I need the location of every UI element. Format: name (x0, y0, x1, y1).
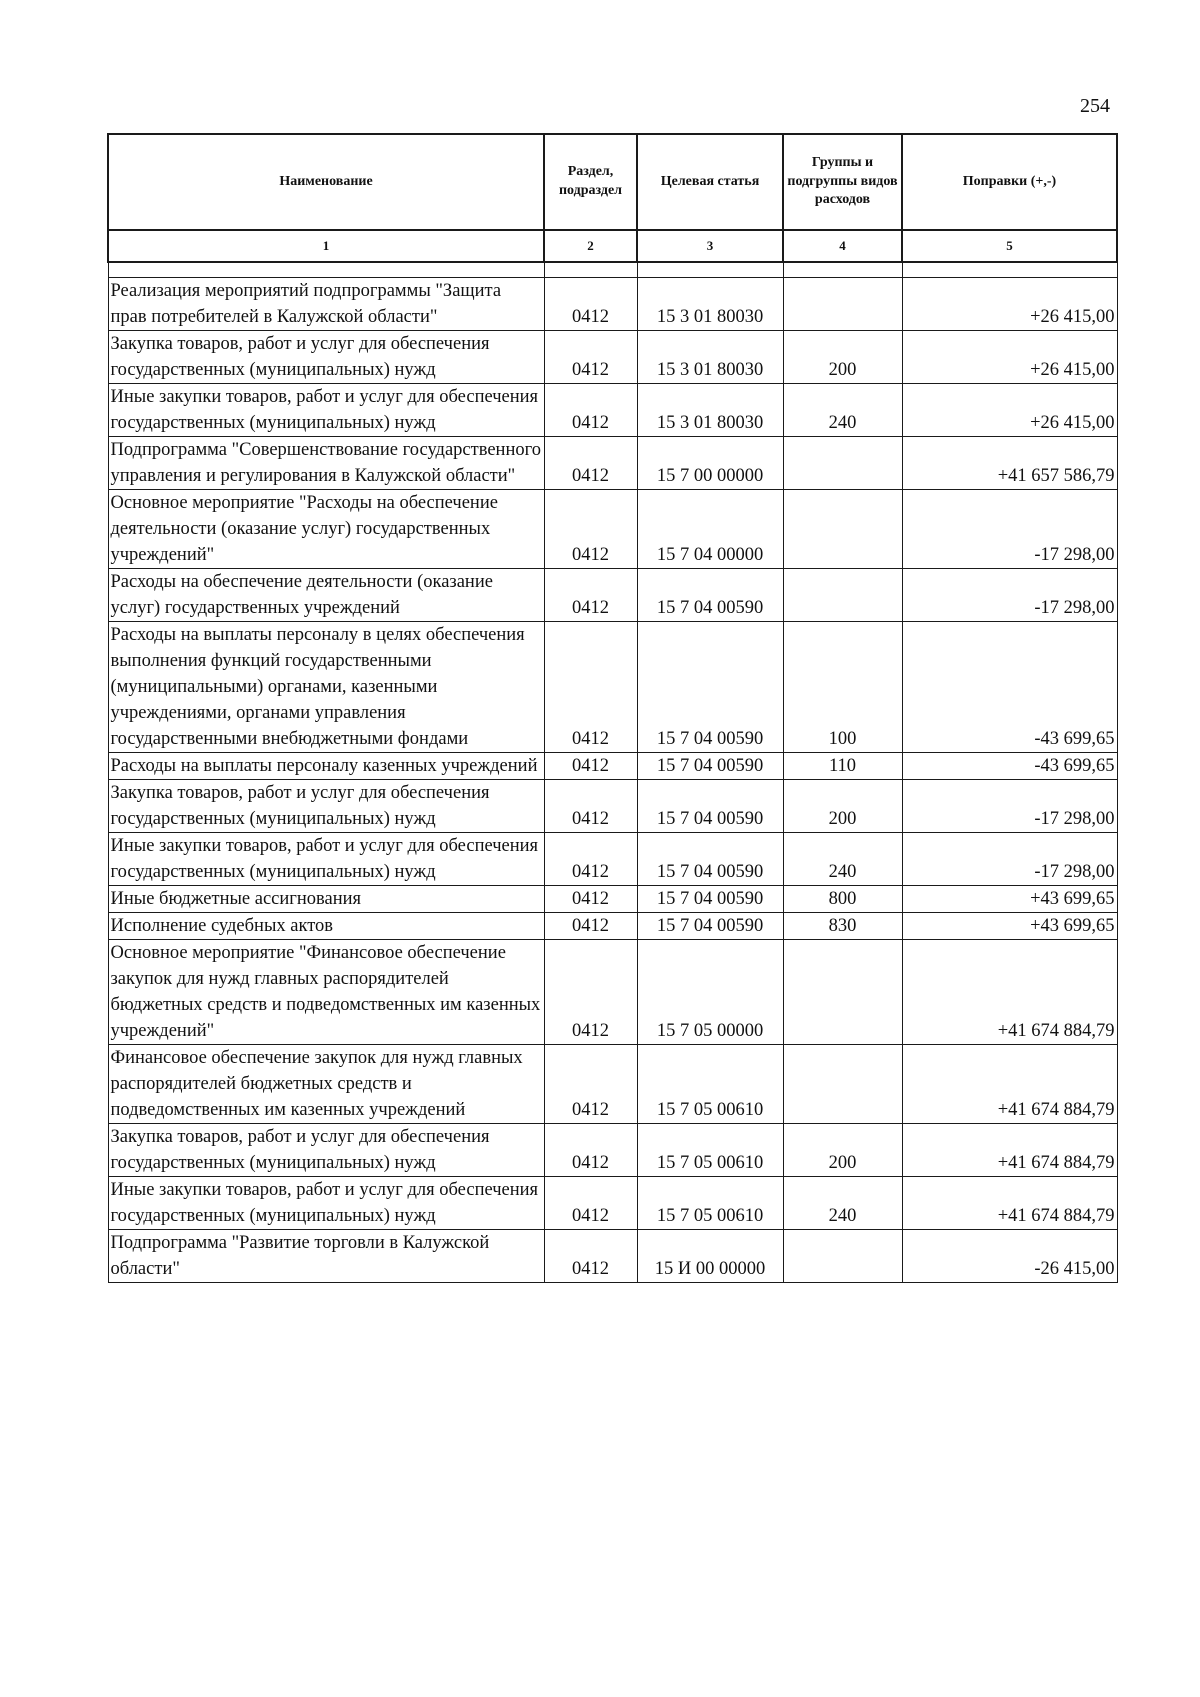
table-row (108, 913, 1117, 940)
row-group: 200 (783, 780, 902, 833)
row-group (783, 437, 902, 490)
row-section: 0412 (544, 278, 637, 331)
row-group: 240 (783, 1177, 902, 1230)
header-article: Целевая статья (637, 134, 783, 230)
row-group (783, 569, 902, 622)
row-group (783, 940, 902, 1045)
row-name: Реализация мероприятий подпрограммы "Защита прав потребителей в Калужской области" (108, 278, 544, 331)
row-name: Иные закупки товаров, работ и услуг для обеспечения государственных (муниципальных) нужд (108, 833, 544, 886)
row-section: 0412 (544, 622, 637, 753)
row-article: 15 3 01 80030 (637, 331, 783, 384)
row-name: Иные закупки товаров, работ и услуг для обеспечения государственных (муниципальных) нужд (108, 384, 544, 437)
row-name: Подпрограмма "Совершенствование государственного управления и регулирования в Калужской области" (108, 437, 544, 490)
row-section: 0412 (544, 437, 637, 490)
row-name: Расходы на обеспечение деятельности (оказание услуг) государственных учреждений (108, 569, 544, 622)
row-section: 0412 (544, 569, 637, 622)
row-amount: -17 298,00 (902, 569, 1117, 622)
row-name: Основное мероприятие "Финансовое обеспечение закупок для нужд главных распорядителей бюджетных средств и подведомственных им казенных учреждений" (108, 940, 544, 1045)
row-amount: +26 415,00 (902, 331, 1117, 384)
row-amount: -17 298,00 (902, 833, 1117, 886)
row-amount: +43 699,65 (902, 913, 1117, 940)
table-row (108, 940, 1117, 1045)
row-name: Закупка товаров, работ и услуг для обеспечения государственных (муниципальных) нужд (108, 331, 544, 384)
row-name: Расходы на выплаты персоналу казенных учреждений (108, 753, 544, 780)
table-row (108, 1124, 1117, 1177)
row-section: 0412 (544, 886, 637, 913)
row-amount: +41 674 884,79 (902, 1177, 1117, 1230)
table-row (108, 278, 1117, 331)
budget-amendments-table (107, 133, 1118, 1283)
row-name: Закупка товаров, работ и услуг для обеспечения государственных (муниципальных) нужд (108, 1124, 544, 1177)
row-section: 0412 (544, 913, 637, 940)
row-article: 15 И 00 00000 (637, 1230, 783, 1283)
row-name: Иные бюджетные ассигнования (108, 886, 544, 913)
row-article: 15 7 05 00610 (637, 1045, 783, 1124)
row-amount: +26 415,00 (902, 278, 1117, 331)
row-section: 0412 (544, 833, 637, 886)
row-section: 0412 (544, 490, 637, 569)
row-article: 15 7 04 00590 (637, 569, 783, 622)
table-row (108, 1045, 1117, 1124)
column-number: 4 (783, 230, 902, 262)
row-article: 15 7 05 00610 (637, 1124, 783, 1177)
row-amount: +41 674 884,79 (902, 1124, 1117, 1177)
row-group: 100 (783, 622, 902, 753)
row-article: 15 7 00 00000 (637, 437, 783, 490)
row-group (783, 1045, 902, 1124)
row-amount: -43 699,65 (902, 622, 1117, 753)
row-name: Основное мероприятие "Расходы на обеспечение деятельности (оказание услуг) государственных учреждений" (108, 490, 544, 569)
column-number: 2 (544, 230, 637, 262)
column-number-row (108, 230, 1117, 262)
column-number: 5 (902, 230, 1117, 262)
row-article: 15 7 04 00000 (637, 490, 783, 569)
row-section: 0412 (544, 1045, 637, 1124)
row-article: 15 7 04 00590 (637, 833, 783, 886)
row-article: 15 7 04 00590 (637, 886, 783, 913)
column-number: 3 (637, 230, 783, 262)
table-row (108, 331, 1117, 384)
table-row (108, 622, 1117, 753)
row-section: 0412 (544, 331, 637, 384)
row-name: Финансовое обеспечение закупок для нужд главных распорядителей бюджетных средств и подведомственных им казенных учреждений (108, 1045, 544, 1124)
row-section: 0412 (544, 384, 637, 437)
row-group (783, 278, 902, 331)
row-name: Расходы на выплаты персоналу в целях обеспечения выполнения функций государственными (муниципальными) органами, казенными учреждениями, органами управления государственными внебюджетными фондами (108, 622, 544, 753)
table-row (108, 780, 1117, 833)
table-row (108, 490, 1117, 569)
table-row (108, 569, 1117, 622)
row-amount: -43 699,65 (902, 753, 1117, 780)
row-group (783, 1230, 902, 1283)
table-row (108, 1230, 1117, 1283)
row-group: 110 (783, 753, 902, 780)
row-amount: -26 415,00 (902, 1230, 1117, 1283)
row-group: 830 (783, 913, 902, 940)
row-amount: +26 415,00 (902, 384, 1117, 437)
table-row (108, 833, 1117, 886)
row-section: 0412 (544, 780, 637, 833)
row-amount: -17 298,00 (902, 490, 1117, 569)
row-name: Исполнение судебных актов (108, 913, 544, 940)
row-name: Закупка товаров, работ и услуг для обеспечения государственных (муниципальных) нужд (108, 780, 544, 833)
row-article: 15 7 04 00590 (637, 753, 783, 780)
row-section: 0412 (544, 1177, 637, 1230)
header-section: Раздел, подраздел (544, 134, 637, 230)
row-amount: +41 674 884,79 (902, 940, 1117, 1045)
row-group: 200 (783, 1124, 902, 1177)
row-amount: +43 699,65 (902, 886, 1117, 913)
header-group: Группы и подгруппы видов расходов (783, 134, 902, 230)
row-name: Иные закупки товаров, работ и услуг для обеспечения государственных (муниципальных) нужд (108, 1177, 544, 1230)
row-group: 240 (783, 833, 902, 886)
row-section: 0412 (544, 753, 637, 780)
spacer-row (108, 262, 1117, 278)
row-article: 15 7 04 00590 (637, 622, 783, 753)
row-article: 15 7 04 00590 (637, 780, 783, 833)
table-row (108, 437, 1117, 490)
row-article: 15 3 01 80030 (637, 278, 783, 331)
table-row (108, 384, 1117, 437)
row-section: 0412 (544, 1124, 637, 1177)
row-article: 15 7 05 00610 (637, 1177, 783, 1230)
row-amount: +41 657 586,79 (902, 437, 1117, 490)
row-section: 0412 (544, 1230, 637, 1283)
row-group (783, 490, 902, 569)
row-section: 0412 (544, 940, 637, 1045)
row-group: 800 (783, 886, 902, 913)
table-row (108, 1177, 1117, 1230)
header-name: Наименование (108, 134, 544, 230)
row-article: 15 3 01 80030 (637, 384, 783, 437)
page-number: 254 (1080, 95, 1110, 117)
row-article: 15 7 05 00000 (637, 940, 783, 1045)
table-header-row (108, 134, 1117, 230)
table-row (108, 886, 1117, 913)
row-amount: +41 674 884,79 (902, 1045, 1117, 1124)
column-number: 1 (108, 230, 544, 262)
row-name: Подпрограмма "Развитие торговли в Калужской области" (108, 1230, 544, 1283)
header-amount: Поправки (+,-) (902, 134, 1117, 230)
row-group: 240 (783, 384, 902, 437)
row-group: 200 (783, 331, 902, 384)
table-row (108, 753, 1117, 780)
row-amount: -17 298,00 (902, 780, 1117, 833)
row-article: 15 7 04 00590 (637, 913, 783, 940)
